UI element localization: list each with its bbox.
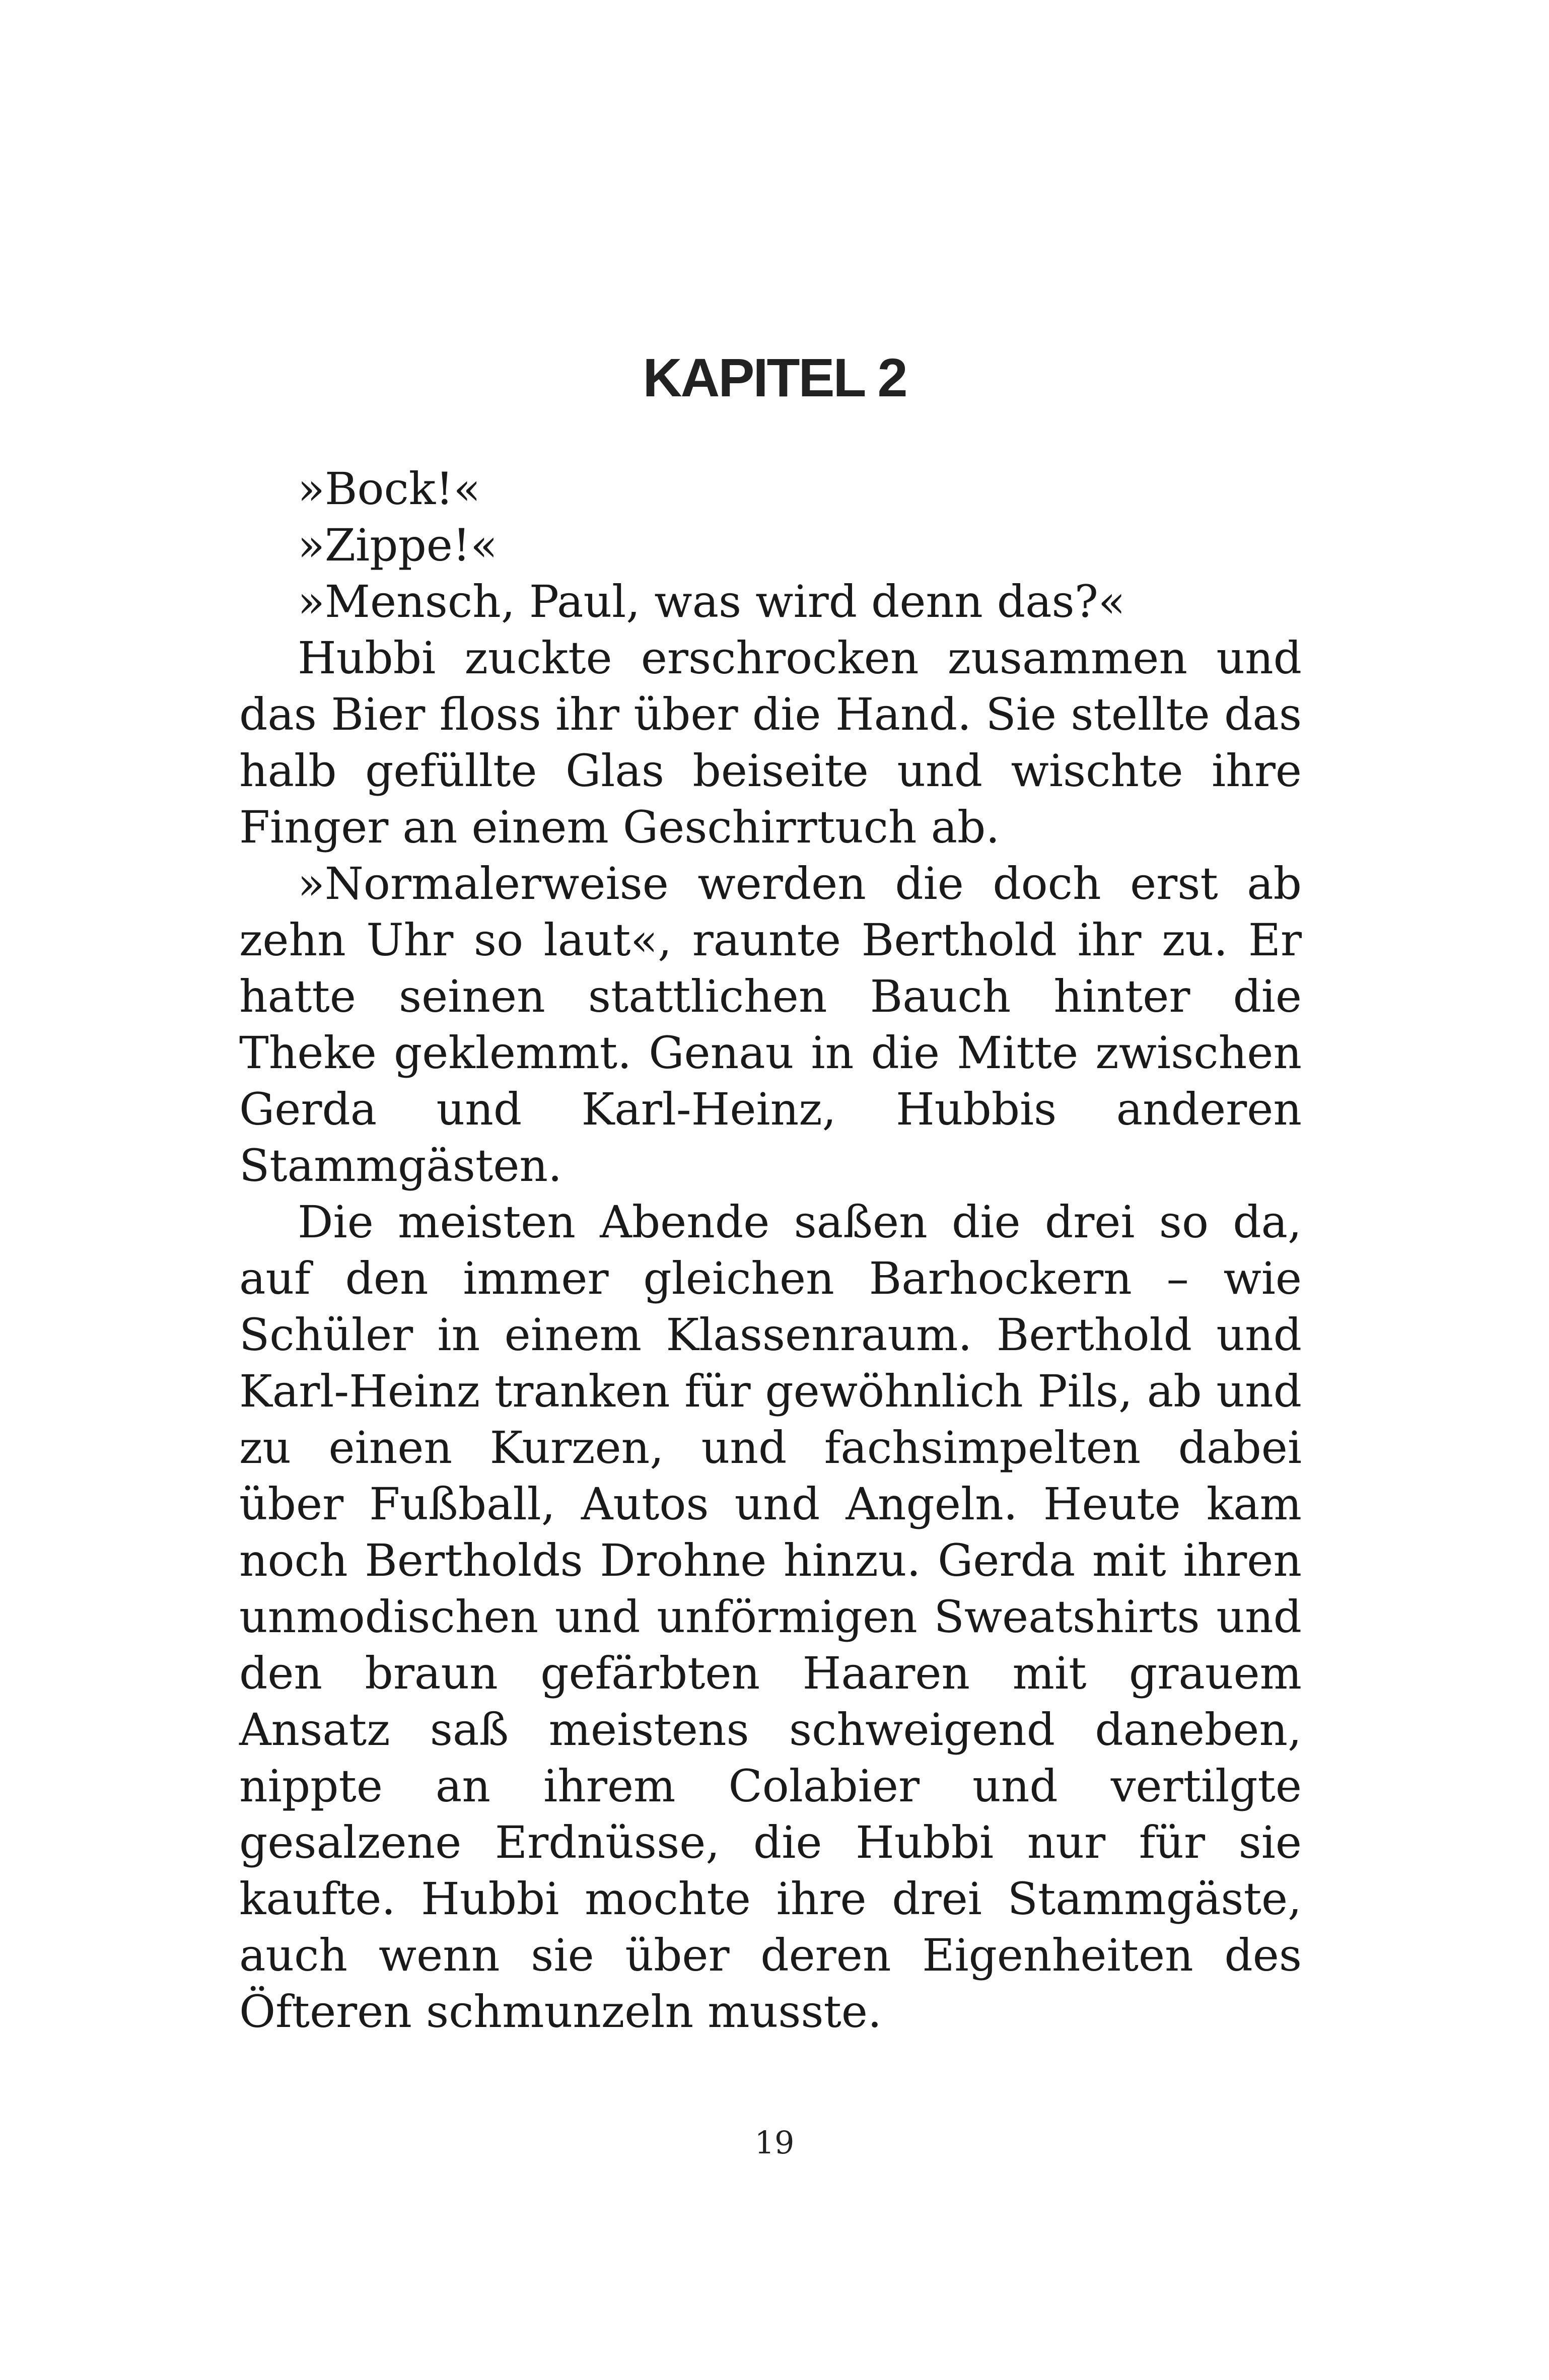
paragraph: »Bock!«: [298, 463, 481, 515]
page-number: 19: [754, 2124, 795, 2161]
paragraph: »Mensch, Paul, was wird denn das?«: [298, 576, 1125, 627]
paragraph: Hubbi zuckte erschrocken zusammen und das Bier floss ihr über die Hand. Sie stellte das halb gefüllte Glas beiseite und wischte ihre Finger an einem Geschirrtuch ab.: [239, 632, 1302, 853]
paragraph: »Normalerweise werden die doch erst ab zehn Uhr so laut«, raunte Berthold ihr zu. Er hatte seinen stattlichen Bauch hinter die Theke geklemmt. Genau in die Mitte zwischen Gerda und Karl-Heinz, Hubbis anderen Stammgästen.: [239, 858, 1302, 1192]
paragraph: »Zippe!«: [298, 519, 498, 571]
paragraph: Die meisten Abende saßen die drei so da, auf den immer gleichen Barhockern – wie Schüler in einem Klassenraum. Berthold und Karl-Heinz tranken für gewöhnlich Pils, ab und zu einen Kurzen, und fachsimpelten dabei über Fußball, Autos und Angeln. Heute kam noch Bertholds Drohne hinzu. Gerda mit ihren unmodischen und unförmigen Sweatshirts und den braun gefärbten Haaren mit grauem Ansatz saß meistens schweigend daneben, nippte an ihrem Colabier und vertilgte gesalzene Erdnüsse, die Hubbi nur für sie kaufte. Hubbi mochte ihre drei Stammgäste, auch wenn sie über deren Eigenheiten des Öfteren schmunzeln musste.: [239, 1196, 1302, 2038]
body-text: [239, 461, 1302, 2040]
chapter-title: KAPITEL 2: [643, 347, 906, 408]
